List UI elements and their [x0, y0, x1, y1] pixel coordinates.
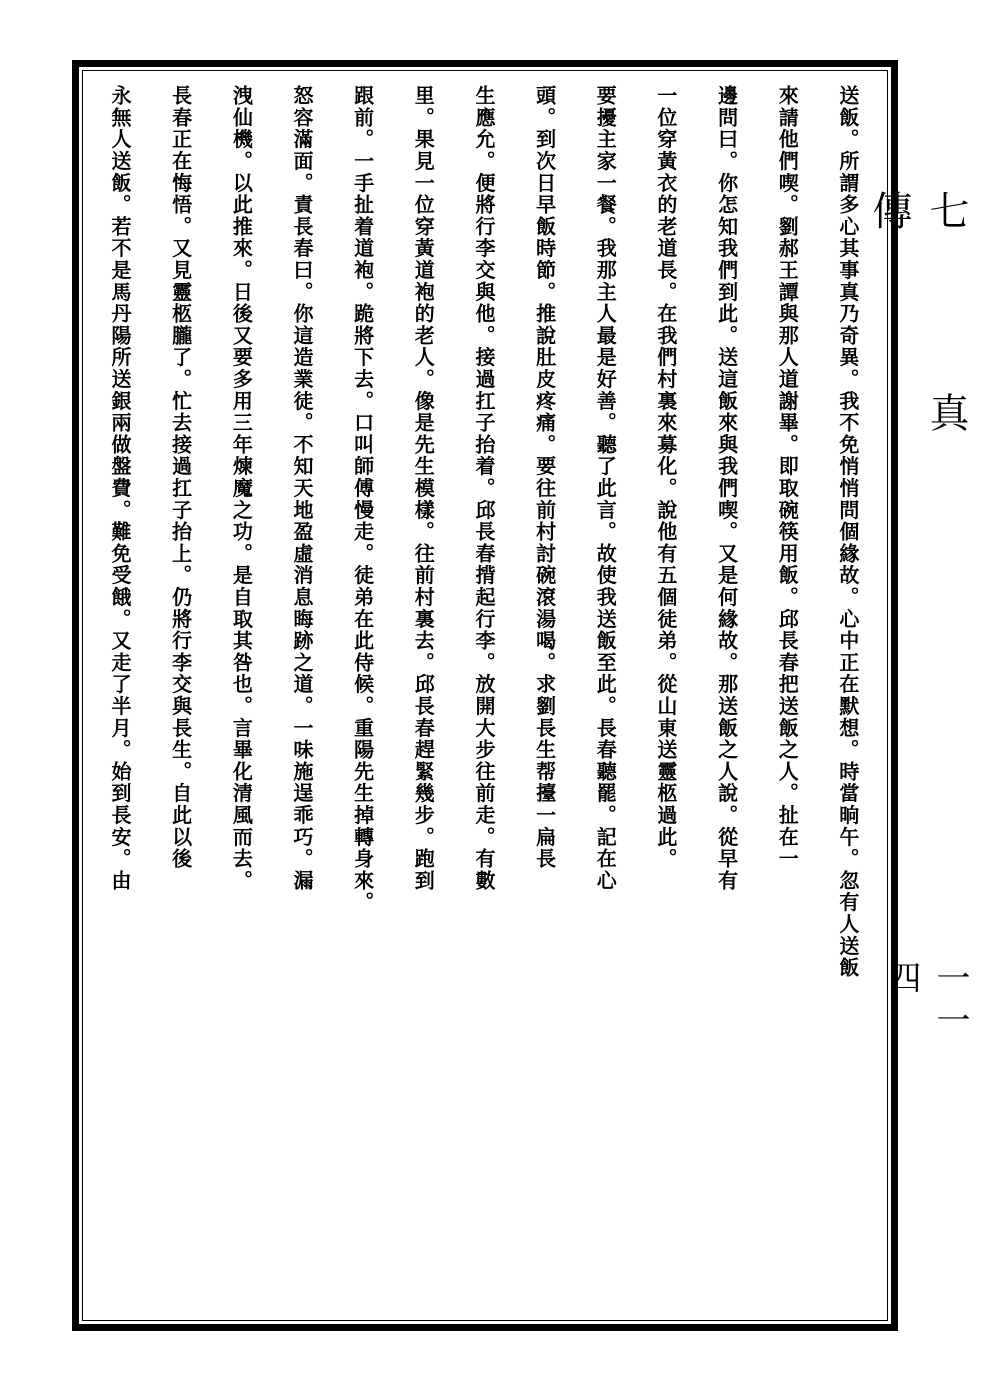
text-column-4: 一位穿黃衣的老道長。在我們村裏來募化。說他有五個徒弟。從山東送靈柩過此。: [653, 85, 678, 870]
text-column-6: 頭。到次日早飯時節。推說肚皮疼痛。要往前村討碗滾湯喝。求劉長生帮擡一扁長: [532, 85, 557, 870]
text-column-11: 洩仙機。以此推來。日後又要多用三年煉魔之功。是自取其咎也。言畢化清風而去。: [229, 85, 254, 892]
margin-title: 七 真 傳: [866, 190, 969, 490]
text-column-2: 來請他們喫。劉郝王譚與那人道謝畢。即取碗筷用飯。邱長春把送飯之人。扯在一: [775, 85, 800, 870]
text-column-3: 邊問曰。你怎知我們到此。送這飯來與我們喫。又是何緣故。那送飯之人說。從早有: [714, 85, 739, 892]
text-column-1: 送飯。所謂多心其事真乃奇異。我不免悄悄問個緣故。心中正在默想。時當晌午。忽有人送飯: [835, 85, 860, 979]
main-text: [78, 85, 890, 1325]
text-column-10: 怒容滿面。責長春曰。你這造業徒。不知天地盈虛消息晦跡之道。一味施逞乖巧。漏: [289, 85, 314, 892]
text-column-13: 永無人送飯。若不是馬丹陽所送銀兩做盤費。難免受餓。又走了半月。始到長安。由: [108, 85, 132, 892]
text-column-12: 長春正在悔悟。又見靈柩朧了。忙去接過扛子抬上。仍將行李交與長生。自此以後: [168, 85, 193, 870]
text-column-5: 要擾主家一餐。我那主人最是好善。聽了此言。故使我送飯至此。長春聽罷。記在心: [593, 85, 618, 892]
page-number: 一一四: [881, 960, 970, 1044]
text-column-9: 跟前。一手扯着道袍。跪將下去。口叫師傅慢走。徒弟在此侍候。重陽先生掉轉身來。: [350, 85, 375, 914]
text-column-7: 生應允。便將行李交與他。接過扛子抬着。邱長春揹起行李。放開大步往前走。有數: [471, 85, 496, 892]
text-column-8: 里。果見一位穿黃道袍的老人。像是先生模樣。往前村裏去。邱長春趕緊幾步。跑到: [411, 85, 436, 892]
